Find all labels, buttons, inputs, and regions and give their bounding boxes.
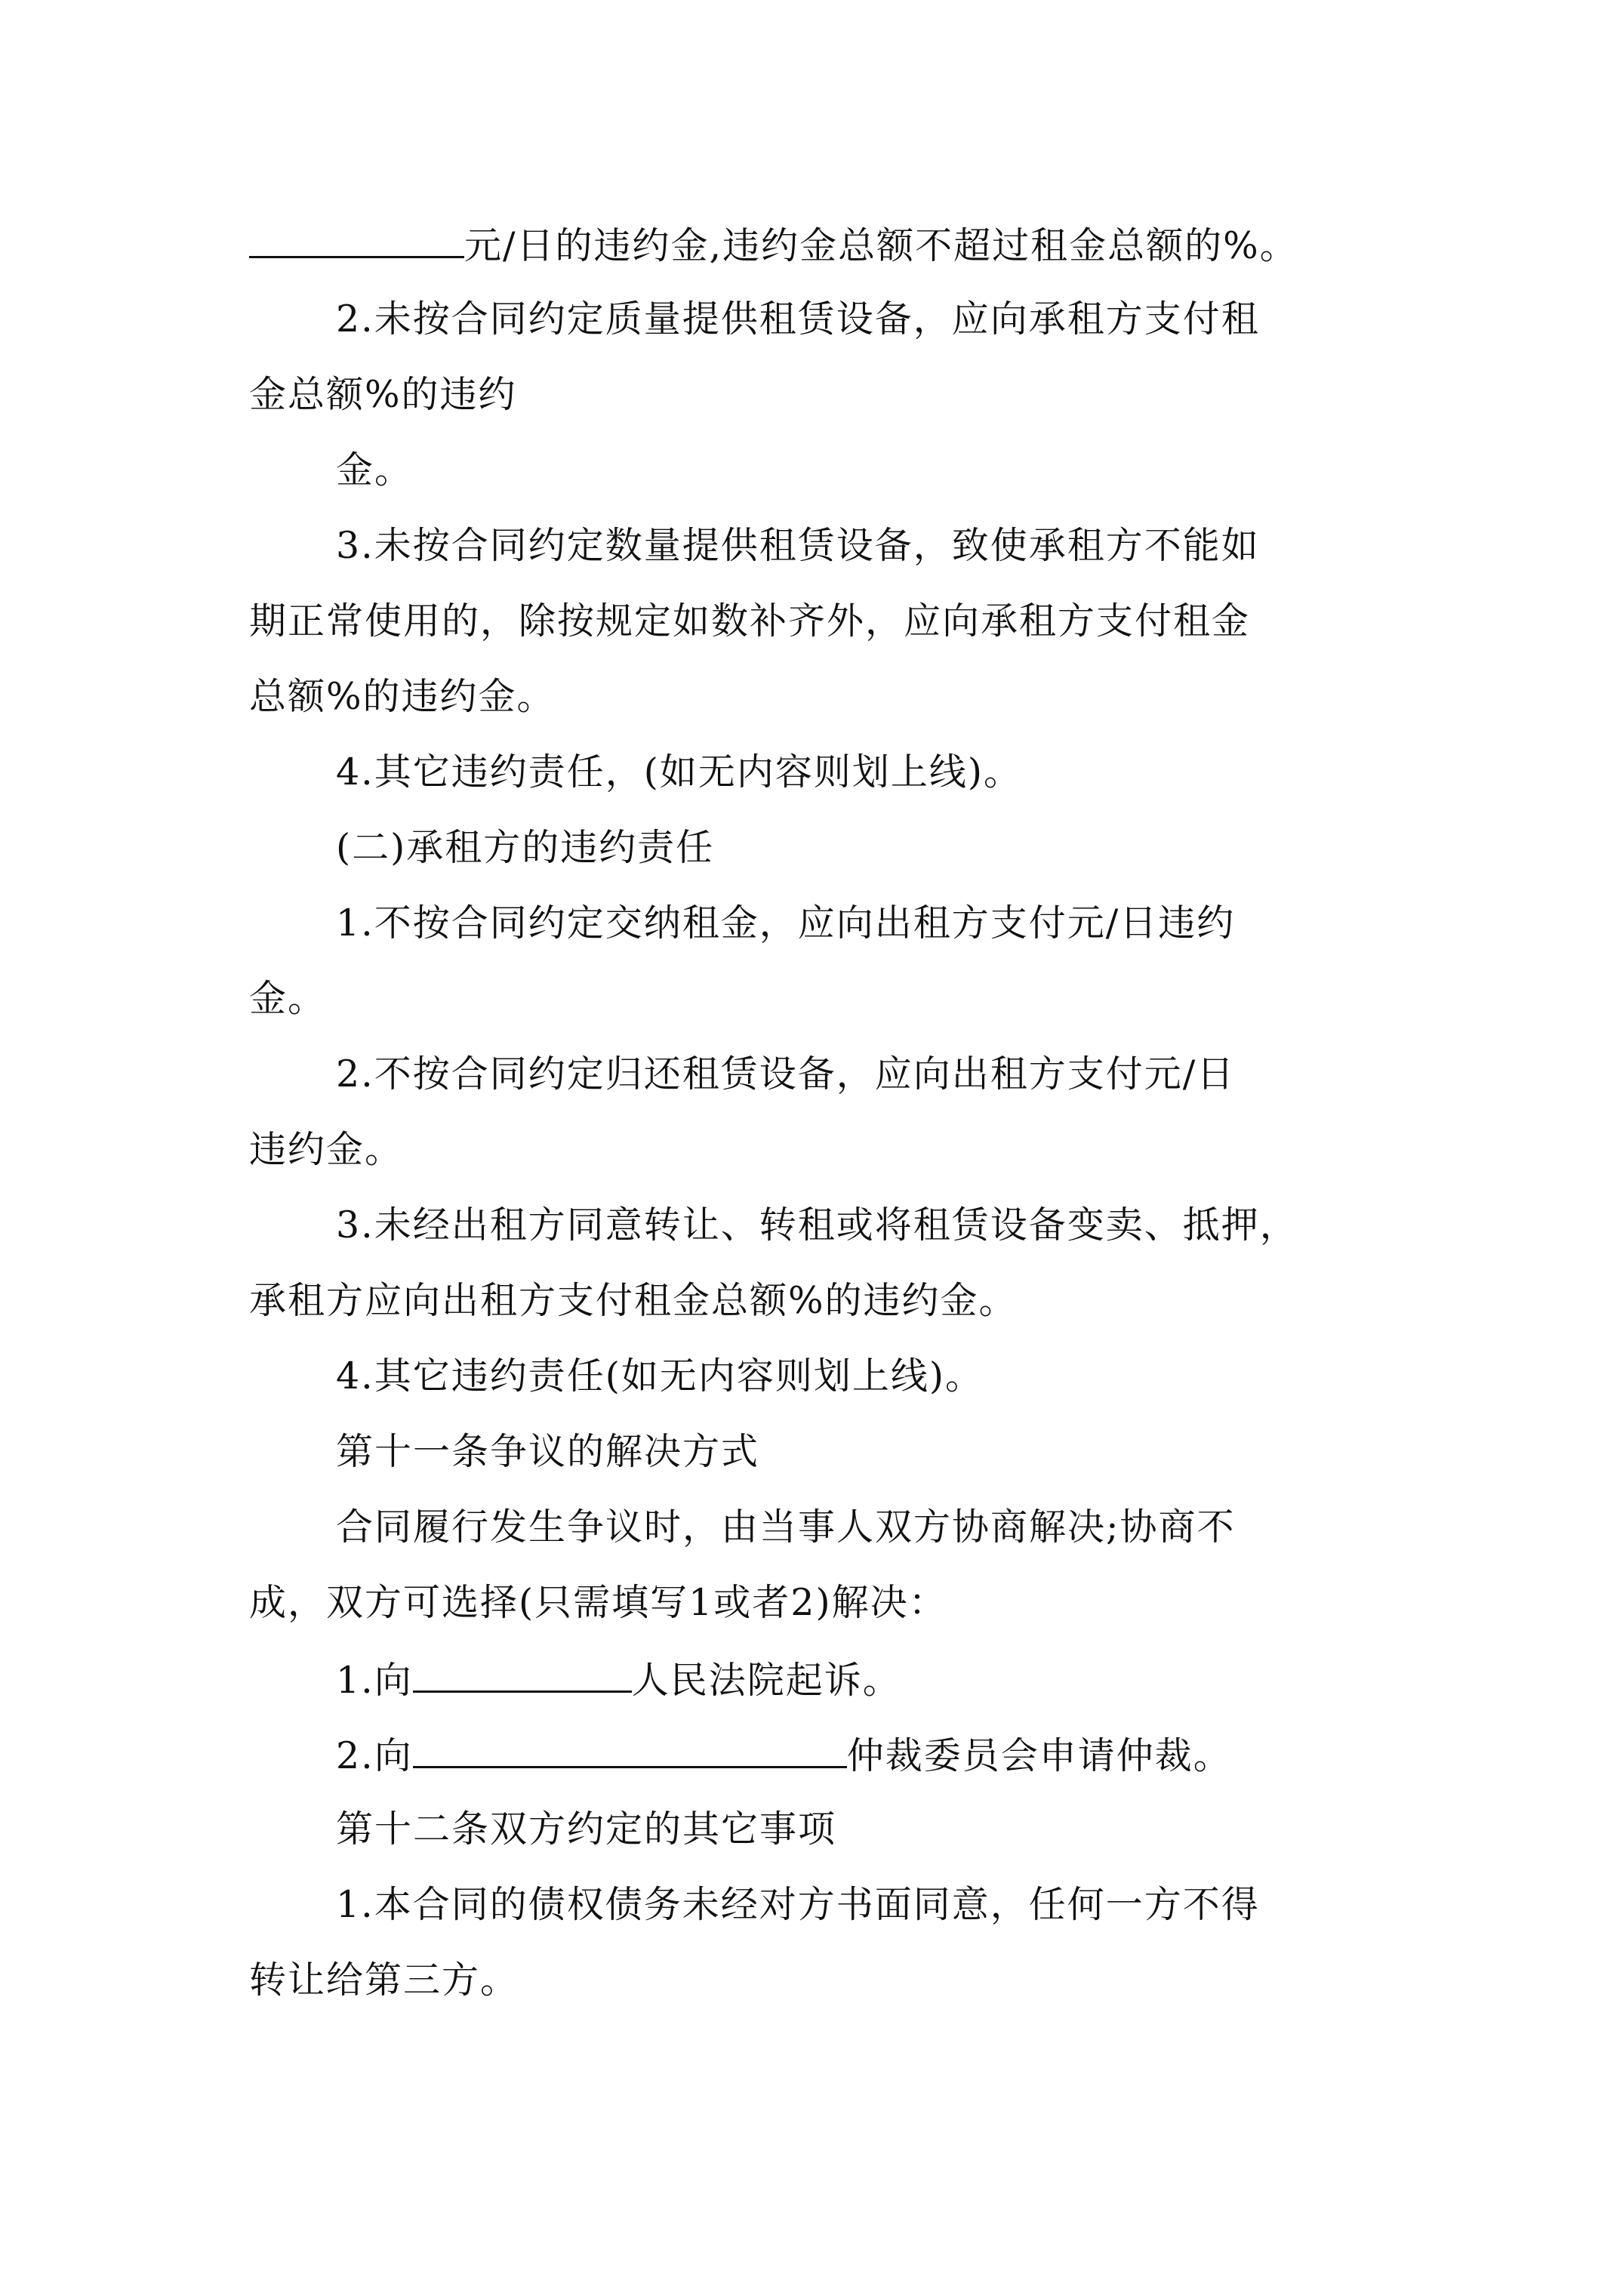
text-span: 仲裁委员会申请仲裁。 — [846, 1734, 1232, 1777]
text-line: 期正常使用的，除按规定如数补齐外，应向承租方支付租金 — [249, 599, 1251, 643]
section-heading: 第十二条双方约定的其它事项 — [336, 1808, 837, 1851]
text-span: 人民法院起诉。 — [631, 1659, 901, 1702]
text-line: 金总额%的违约 — [249, 373, 517, 416]
text-line: 违约金。 — [249, 1128, 404, 1171]
text-line: 2.未按合同约定质量提供租赁设备，应向承租方支付租 — [336, 297, 1260, 341]
fill-blank — [413, 1731, 847, 1768]
fill-blank — [413, 1656, 632, 1693]
text-line: 金。 — [336, 448, 414, 492]
text-line: 承租方应向出租方支付租金总额%的违约金。 — [249, 1279, 1018, 1322]
text-line: 4.其它违约责任(如无内容则划上线)。 — [336, 1354, 984, 1398]
text-line: 1.本合同的债权债务未经对方书面同意，任何一方不得 — [336, 1883, 1260, 1926]
text-line — [336, 1656, 1514, 1701]
section-heading: 第十一条争议的解决方式 — [336, 1430, 760, 1473]
text-line — [336, 1731, 1514, 1777]
text-line: 转让给第三方。 — [249, 1959, 519, 2002]
fill-blank — [249, 221, 464, 258]
text-line: 2.不按合同约定归还租赁设备，应向出租方支付元/日 — [336, 1052, 1236, 1096]
section-heading: (二)承租方的违约责任 — [336, 826, 715, 869]
text-line: 成，双方可选择(只需填写1或者2)解决： — [249, 1581, 947, 1624]
text-span: 元/日的违约金,违约金总额不超过租金总额的%。 — [464, 224, 1298, 267]
text-span: 2.向 — [336, 1734, 413, 1777]
text-line: 3.未按合同约定数量提供租赁设备，致使承租方不能如 — [336, 524, 1260, 567]
text-line: 合同履行发生争议时，由当事人双方协商解决;协商不 — [336, 1505, 1236, 1549]
text-line: 1.不按合同约定交纳租金，应向出租方支付元/日违约 — [336, 901, 1236, 945]
text-line: 金。 — [249, 977, 327, 1020]
text-line: 4.其它违约责任，(如无内容则划上线)。 — [336, 750, 1022, 794]
text-line — [249, 221, 1427, 267]
text-line: 3.未经出租方同意转让、转租或将租赁设备变卖、抵押， — [336, 1203, 1298, 1247]
text-span: 1.向 — [336, 1659, 413, 1702]
text-line: 总额%的违约金。 — [249, 675, 556, 718]
